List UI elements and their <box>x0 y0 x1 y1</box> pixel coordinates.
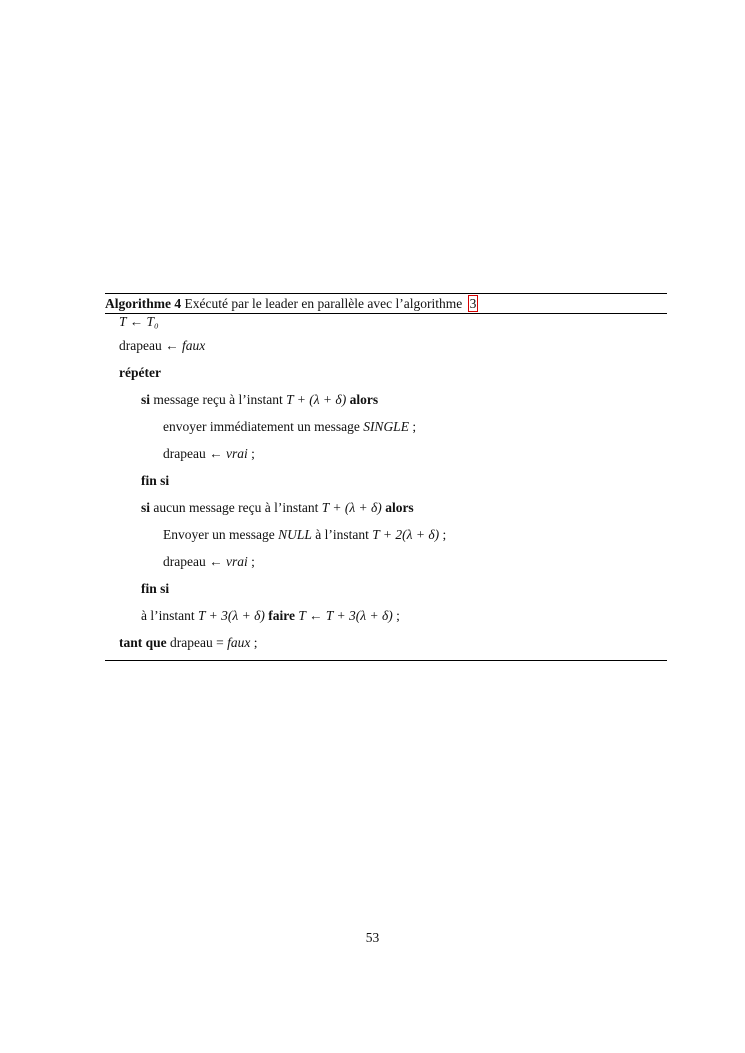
algo-line-10 <box>105 552 667 579</box>
text: aucun message reçu à l’instant <box>150 500 322 515</box>
algo-line-4 <box>105 390 667 417</box>
text: drapeau ← <box>163 554 226 569</box>
algo-line-5 <box>105 417 667 444</box>
algo-line-6 <box>105 444 667 471</box>
keyword-end: alors <box>381 500 414 515</box>
text: drapeau ← <box>119 338 182 353</box>
algo-line-9 <box>105 525 667 552</box>
text2: à l’instant <box>311 527 373 542</box>
algo-line-3 <box>105 363 667 390</box>
math: SINGLE <box>363 419 409 434</box>
math: T + (λ + δ) <box>286 392 347 407</box>
algorithm-caption <box>105 294 667 313</box>
algo-line-11 <box>105 579 667 606</box>
keyword: fin si <box>141 473 170 488</box>
text: envoyer immédiatement un message <box>163 419 364 434</box>
algo-line-1 <box>105 314 667 336</box>
algo-line-13 <box>105 633 667 660</box>
end: ; <box>247 446 255 461</box>
text: drapeau = <box>166 635 228 650</box>
math: NULL <box>278 527 312 542</box>
end: ; <box>408 419 417 434</box>
algorithm-block <box>105 293 667 661</box>
math2: T + 2(λ + δ) <box>372 527 440 542</box>
keyword: si <box>141 392 151 407</box>
algo-line-8 <box>105 498 667 525</box>
math: T + (λ + δ) <box>321 500 382 515</box>
math: faux <box>227 635 251 650</box>
algo-line-12 <box>105 606 667 633</box>
keyword: tant que <box>119 635 167 650</box>
end: ; <box>439 527 447 542</box>
algorithm-body <box>105 314 667 660</box>
math: vrai <box>225 446 248 461</box>
algorithm-label: Algorithme 4 <box>105 296 182 311</box>
end: ; <box>247 554 255 569</box>
end: ; <box>392 608 400 623</box>
algorithm-reference-link[interactable]: 3 <box>469 296 477 311</box>
end: ; <box>250 635 258 650</box>
math: T ← T₀ <box>119 314 159 329</box>
algo-line-2 <box>105 336 667 363</box>
text: Envoyer un message <box>163 527 279 542</box>
keyword: si <box>141 500 151 515</box>
math: faux <box>181 338 206 353</box>
math2: T ← T + 3(λ + δ) <box>298 608 393 623</box>
algo-line-7 <box>105 471 667 498</box>
keyword: faire <box>264 608 299 623</box>
math: T + 3(λ + δ) <box>198 608 265 623</box>
bottom-rule <box>105 660 667 661</box>
text: drapeau ← <box>163 446 226 461</box>
keyword: fin si <box>141 581 170 596</box>
page-number: 53 <box>365 930 380 945</box>
keyword: répéter <box>119 365 161 380</box>
math: vrai <box>225 554 248 569</box>
text: message reçu à l’instant <box>150 392 287 407</box>
text: à l’instant <box>141 608 198 623</box>
algorithm-caption-text: Exécuté par le leader en parallèle avec l’algorithme <box>184 296 463 311</box>
keyword-end: alors <box>346 392 379 407</box>
